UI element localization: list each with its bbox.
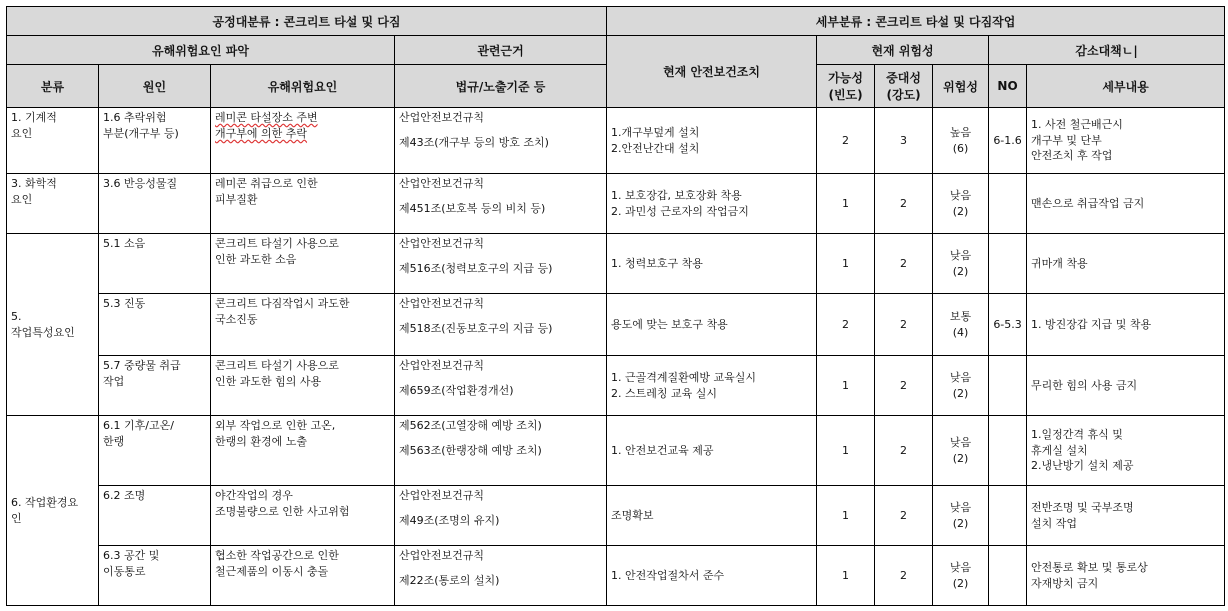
law-cell: 산업안전보건규칙 제451조(보호복 등의 비치 등) (395, 174, 607, 234)
detail-cell: 1.일정간격 휴식 및 휴게실 설치 2.냉난방기 설치 제공 (1027, 416, 1225, 486)
likelihood-cell: 2 (817, 294, 875, 356)
risk-cell: 낮음 (2) (933, 546, 989, 606)
risk-cell: 낮음 (2) (933, 356, 989, 416)
risk-cell: 낮음 (2) (933, 234, 989, 294)
hazard-cell: 협소한 작업공간으로 인한 철근제품의 이동시 충돌 (211, 546, 395, 606)
no-cell (989, 416, 1027, 486)
hazard-cell: 레미콘 취급으로 인한 피부질환 (211, 174, 395, 234)
cause-cell: 1.6 추락위험 부분(개구부 등) (99, 108, 211, 174)
severity-cell: 2 (875, 356, 933, 416)
law-header: 법규/노출기준 등 (395, 65, 607, 108)
current-measures-header: 현재 안전보건조치 (607, 36, 817, 108)
table-row (7, 234, 1225, 294)
law-cell: 제562조(고열장해 예방 조치) 제563조(한랭장해 예방 조치) (395, 416, 607, 486)
measures-cell: 조명확보 (607, 486, 817, 546)
cause-cell: 3.6 반응성물질 (99, 174, 211, 234)
no-cell (989, 234, 1027, 294)
severity-header: 중대성 (강도) (875, 65, 933, 108)
risk-header: 위험성 (933, 65, 989, 108)
hazard-cell: 야간작업의 경우 조명불량으로 인한 사고위험 (211, 486, 395, 546)
no-cell (989, 546, 1027, 606)
detail-cell: 전반조명 및 국부조명 설치 작업 (1027, 486, 1225, 546)
detail-cell: 1. 사전 철근배근시 개구부 및 단부 안전조치 후 작업 (1027, 108, 1225, 174)
reduction-header: 감소대책ㄴ| (989, 36, 1225, 65)
likelihood-cell: 1 (817, 234, 875, 294)
table-row (7, 294, 1225, 356)
cause-cell: 5.7 중량물 취급 작업 (99, 356, 211, 416)
severity-cell: 2 (875, 416, 933, 486)
detail-cell: 1. 방진장갑 지급 및 착용 (1027, 294, 1225, 356)
likelihood-cell: 2 (817, 108, 875, 174)
table-row (7, 356, 1225, 416)
risk-cell: 낮음 (2) (933, 416, 989, 486)
severity-cell: 2 (875, 234, 933, 294)
basis-header: 관련근거 (395, 36, 607, 65)
hazard-cell: 콘크리트 다짐작업시 과도한 국소진동 (211, 294, 395, 356)
detail-cell: 무리한 힘의 사용 금지 (1027, 356, 1225, 416)
measures-cell: 1. 청력보호구 착용 (607, 234, 817, 294)
severity-cell: 2 (875, 174, 933, 234)
likelihood-cell: 1 (817, 486, 875, 546)
cause-cell: 5.1 소음 (99, 234, 211, 294)
law-cell: 산업안전보건규칙 제518조(진동보호구의 지급 등) (395, 294, 607, 356)
measures-cell: 1. 보호장갑, 보호장화 착용 2. 과민성 근로자의 작업금지 (607, 174, 817, 234)
severity-cell: 2 (875, 486, 933, 546)
category-cell: 1. 기계적 요인 (7, 108, 99, 174)
cause-cell: 5.3 진동 (99, 294, 211, 356)
law-cell: 산업안전보건규칙 제43조(개구부 등의 방호 조치) (395, 108, 607, 174)
detail-header: 세부내용 (1027, 65, 1225, 108)
table-row (7, 546, 1225, 606)
table-row (7, 486, 1225, 546)
no-cell (989, 356, 1027, 416)
hazard-cell: 레미콘 타설장소 주변 개구부에 의한 추락 (211, 108, 395, 174)
measures-cell: 용도에 맞는 보호구 착용 (607, 294, 817, 356)
severity-cell: 2 (875, 546, 933, 606)
hazard-header: 유해위험요인 (211, 65, 395, 108)
likelihood-cell: 1 (817, 546, 875, 606)
category-header: 분류 (7, 65, 99, 108)
no-cell: 6-5.3 (989, 294, 1027, 356)
risk-assessment-table (6, 6, 1225, 606)
detail-title: 세부분류 : 콘크리트 타설 및 다짐작업 (607, 7, 1225, 36)
measures-cell: 1. 안전보건교육 제공 (607, 416, 817, 486)
severity-cell: 3 (875, 108, 933, 174)
detail-cell: 안전통로 확보 및 통로상 자재방치 금지 (1027, 546, 1225, 606)
law-cell: 산업안전보건규칙 제659조(작업환경개선) (395, 356, 607, 416)
current-risk-header: 현재 위험성 (817, 36, 989, 65)
category-cell: 6. 작업환경요 인 (7, 416, 99, 606)
likelihood-cell: 1 (817, 174, 875, 234)
likelihood-cell: 1 (817, 416, 875, 486)
likelihood-cell: 1 (817, 356, 875, 416)
process-title: 공정대분류 : 콘크리트 타설 및 다짐 (7, 7, 607, 36)
hazard-cell: 콘크리트 타설기 사용으로 인한 과도한 소음 (211, 234, 395, 294)
hazard-cell: 외부 작업으로 인한 고온, 한랭의 환경에 노출 (211, 416, 395, 486)
no-cell (989, 486, 1027, 546)
table-row (7, 108, 1225, 174)
risk-cell: 낮음 (2) (933, 174, 989, 234)
law-cell: 산업안전보건규칙 제49조(조명의 유지) (395, 486, 607, 546)
no-cell (989, 174, 1027, 234)
category-cell: 3. 화학적 요인 (7, 174, 99, 234)
measures-cell: 1.개구부덮게 설치 2.안전난간대 설치 (607, 108, 817, 174)
table-row (7, 174, 1225, 234)
cause-header: 원인 (99, 65, 211, 108)
category-cell: 5. 작업특성요인 (7, 234, 99, 416)
cause-cell: 6.1 기후/고온/ 한랭 (99, 416, 211, 486)
risk-cell: 보통 (4) (933, 294, 989, 356)
measures-cell: 1. 안전작업절차서 준수 (607, 546, 817, 606)
law-cell: 산업안전보건규칙 제22조(통로의 설치) (395, 546, 607, 606)
no-header: NO (989, 65, 1027, 108)
measures-cell: 1. 근골격계질환예방 교육실시 2. 스트레칭 교육 실시 (607, 356, 817, 416)
severity-cell: 2 (875, 294, 933, 356)
detail-cell: 맨손으로 취급작업 금지 (1027, 174, 1225, 234)
risk-cell: 높음 (6) (933, 108, 989, 174)
no-cell: 6-1.6 (989, 108, 1027, 174)
likelihood-header: 가능성 (빈도) (817, 65, 875, 108)
law-cell: 산업안전보건규칙 제516조(청력보호구의 지급 등) (395, 234, 607, 294)
cause-cell: 6.3 공간 및 이동통로 (99, 546, 211, 606)
hazard-identification-header: 유해위험요인 파악 (7, 36, 395, 65)
table-row (7, 416, 1225, 486)
hazard-cell: 콘크리트 타설기 사용으로 인한 과도한 힘의 사용 (211, 356, 395, 416)
cause-cell: 6.2 조명 (99, 486, 211, 546)
detail-cell: 귀마개 착용 (1027, 234, 1225, 294)
risk-cell: 낮음 (2) (933, 486, 989, 546)
